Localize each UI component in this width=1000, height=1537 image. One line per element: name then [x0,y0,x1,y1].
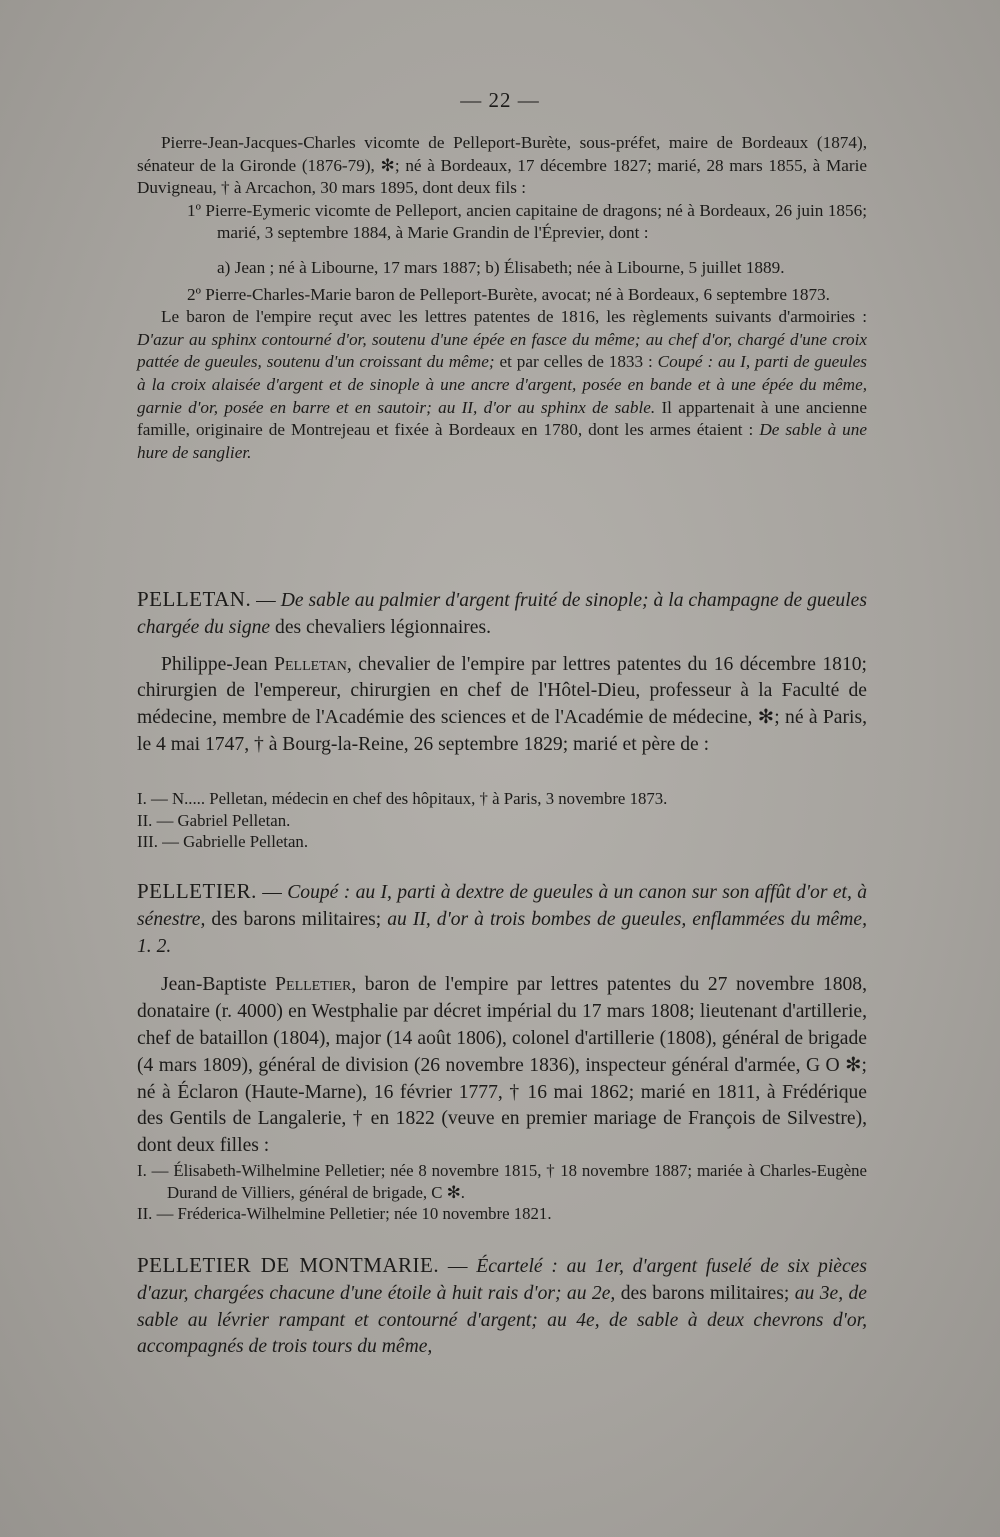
pelletier-blazon [137,878,867,960]
pelletan-first-name: Philippe-Jean [161,653,275,675]
pelletier-first-name: Jean-Baptiste [161,974,276,996]
pelletier-bio [137,972,867,1160]
son-2: 2º Pierre-Charles-Marie baron de Pelleport-Burète, avocat; né à Bordeaux, 6 septembre 1873. [187,284,830,304]
son-1: 1º Pierre-Eymeric vicomte de Pelleport, ancien capitaine de dragons; né à Bordeaux, 26 juin 1856; marié, 3 septembre 1884, à Marie Grandin de l'Éprevier, dont : [187,200,867,243]
pelletier-child-2: II. — Fréderica-Wilhelmine Pelletier; née 10 novembre 1821. [137,1204,552,1223]
pelletier-section [137,878,867,1160]
arms-paragraph [137,306,867,464]
pelletier-child-1: I. — Élisabeth-Wilhelmine Pelletier; née 8 novembre 1815, † 18 novembre 1887; mariée à Charles-Eugène Durand de Villiers, général de brigade, C ✻. [137,1161,867,1202]
dash: — [439,1256,477,1277]
arms-1816: D'azur au sphinx contourné d'or, soutenu d'une épée en fasce du même; au chef d'or, chargé d'une croix pattée de gueules, soutenu d'un croissant du même; [137,329,867,372]
montmarie-heading: PELLETIER DE MONTMARIE. [137,1253,440,1277]
pelletier-blazon-b: des barons militaires; [205,908,388,930]
montmarie-blazon-b: des barons militaires; [615,1282,795,1304]
pelletier-bio-rest: , baron de l'empire par lettres patentes du 27 novembre 1808, donataire (r. 4000) en Westphalie par décret impérial du 17 mars 1808; lieutenant d'artillerie, chef de bataillon (1804), major (14 août 1806), colonel d'artillerie (1808), général de brigade (4 mars 1809), général de division (26 novembre 1836), inspecteur général d'armée, G O ✻; né à Éclaron (Haute-Marne), 16 février 1777, † 16 mai 1862; marié en 1811, à Frédérique des Gentils de Langalerie, † en 1822 (veuve en premier mariage de François de Silvestre), dont deux filles : [137,974,867,1157]
pelletan-surname: Pelletan [274,653,347,675]
pelletan-children [137,788,867,853]
arms-mid: et par celles de 1833 : [494,352,658,372]
pelletier-surname: Pelletier [275,974,352,996]
pelletan-child-3: III. — Gabrielle Pelletan. [137,832,309,851]
pelletan-child-2: II. — Gabriel Pelletan. [137,810,291,830]
pelletan-bio-rest: , chevalier de l'empire par lettres patentes du 16 décembre 1810; chirurgien de l'empereur, chirurgien en chef de l'Hôtel-Dieu, professeur à la Faculté de médecine, membre de l'Académie des sciences et de l'Académie de médecine, ✻; né à Paris, le 4 mai 1747, † à Bourg-la-Reine, 26 septembre 1829; marié et père de : [137,653,867,755]
montmarie-blazon-a: Écartelé : au 1er, d'argent fuselé de six pièces d'azur, chargées chacune d'une étoile à huit rais d'or; au 2e, [137,1256,868,1304]
arms-family: Il appartenait à une ancienne famille, originaire de Montrejeau et fixée à Bordeaux en 1780, dont les armes étaient : [137,397,867,440]
arms-intro: Le baron de l'empire reçut avec les lettres patentes de 1816, les règlements suivants d'armoiries : [161,307,867,327]
pelletan-blazon [137,586,867,642]
pelletan-child-1: I. — N..... Pelletan, médecin en chef des hôpitaux, † à Paris, 3 novembre 1873. [137,789,668,808]
pelletan-heading: PELLETAN. [137,587,252,611]
montmarie-section [137,1252,867,1361]
dash: — [251,590,281,611]
pelletier-blazon-a: Coupé : au I, parti à dextre de gueules à un canon sur son affût d'or et, à sénestre, [137,882,867,930]
son-1-children: a) Jean ; né à Libourne, 17 mars 1887; b) Élisabeth; née à Libourne, 5 juillet 1889. [217,257,785,277]
pelletier-heading: PELLETIER. [137,879,257,903]
pelletan-blazon-tail: des chevaliers légionnaires. [270,616,492,638]
montmarie-blazon [137,1252,867,1361]
arms-1833: Coupé : au I, parti de gueules à la croix alaisée d'argent et de sinople à une ancre d'argent, posée en bande et à une épée du même, garnie d'or, posée en barre et en sautoir; au II, d'or au sphinx de sable. [137,352,867,417]
pelletan-section [137,586,867,759]
pelletier-blazon-c: au II, d'or à trois bombes de gueules, enflammées du même, 1. 2. [137,908,867,957]
dash: — [256,882,288,903]
pelletan-bio [137,652,867,759]
montmarie-blazon-c: au 3e, de sable au lévrier rampant et contourné d'argent; au 4e, de sable à deux chevrons d'or, accompagnés de trois tours du même, [137,1282,867,1358]
pelleport-section [137,132,867,464]
pelletier-children [137,1160,867,1225]
arms-old: De sable à une hure de sanglier. [137,420,867,462]
page-number: — 22 — [460,88,540,112]
pelletan-blazon-text: De sable au palmier d'argent fruité de sinople; à la champagne de gueules chargée du signe [137,590,867,638]
pelleport-bio: Pierre-Jean-Jacques-Charles vicomte de Pelleport-Burète, sous-préfet, maire de Bordeaux (1874), sénateur de la Gironde (1876-79), ✻; né à Bordeaux, 17 décembre 1827; marié, 28 mars 1855, à Marie Duvigneau, † à Arcachon, 30 mars 1895, dont deux fils : [137,133,867,198]
